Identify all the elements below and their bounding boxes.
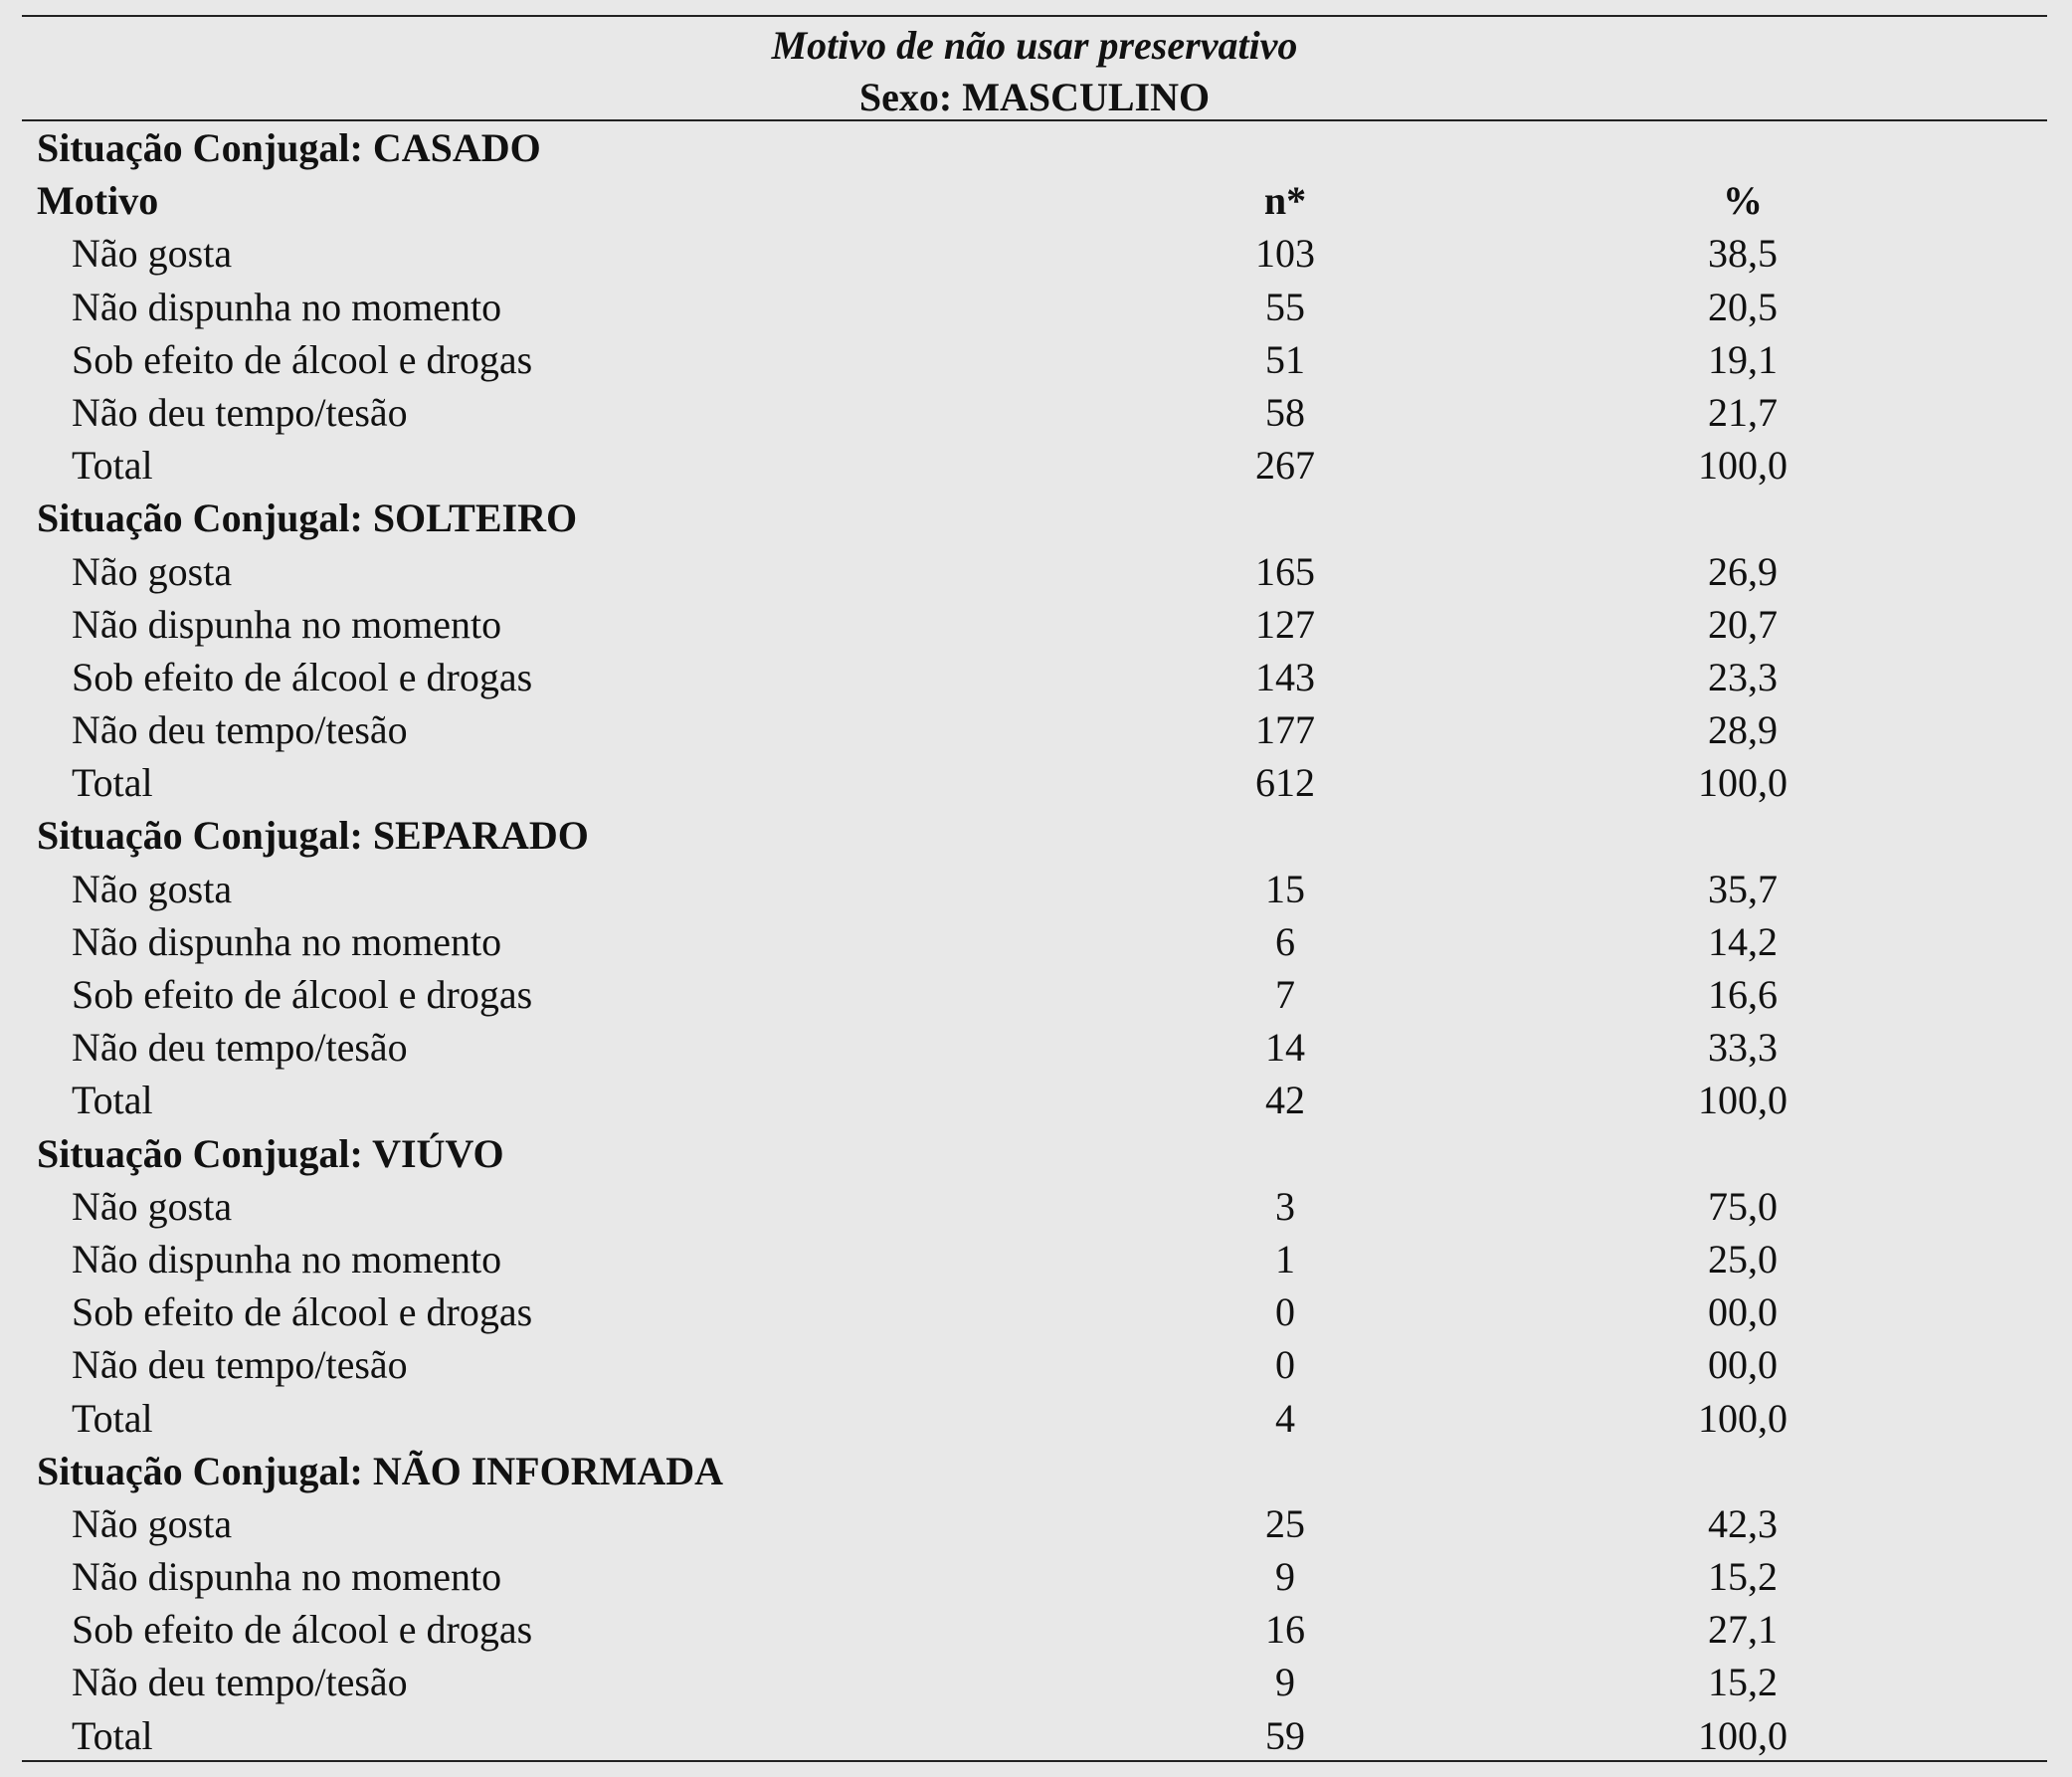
column-header-pct: % <box>1723 178 1763 224</box>
motivo-cell: Total <box>72 1078 153 1123</box>
motivo-cell: Total <box>72 443 153 489</box>
table-row <box>22 1656 2047 1708</box>
column-header-n: n* <box>1263 178 1307 224</box>
pct-cell: 20,7 <box>1708 601 1778 647</box>
pct-cell: 00,0 <box>1708 1289 1778 1335</box>
motivo-cell: Não dispunha no momento <box>72 601 502 647</box>
table-row <box>22 598 2047 651</box>
pct-cell: 14,2 <box>1708 918 1778 964</box>
n-cell: 25 <box>1265 1500 1305 1546</box>
motivo-cell: Sob efeito de álcool e drogas <box>72 654 533 699</box>
n-cell: 127 <box>1255 601 1315 647</box>
n-cell: 177 <box>1255 707 1315 753</box>
table-row <box>22 1021 2047 1074</box>
group-heading <box>22 492 2047 544</box>
group-heading <box>22 1127 2047 1180</box>
pct-cell: 42,3 <box>1708 1500 1778 1546</box>
top-rule <box>22 15 2047 17</box>
motivo-cell: Não gosta <box>72 1183 233 1229</box>
table-row <box>22 1709 2047 1762</box>
n-cell: 1 <box>1275 1236 1295 1282</box>
table-row <box>22 1338 2047 1391</box>
motivo-cell: Total <box>72 1395 153 1441</box>
table-row <box>22 333 2047 386</box>
n-cell: 42 <box>1265 1078 1305 1123</box>
pct-cell: 00,0 <box>1708 1342 1778 1388</box>
column-header-row <box>22 174 2047 227</box>
motivo-cell: Não deu tempo/tesão <box>72 1342 408 1388</box>
n-cell: 55 <box>1265 284 1305 329</box>
n-cell: 15 <box>1265 866 1305 911</box>
table-row <box>22 227 2047 280</box>
pct-cell: 100,0 <box>1698 760 1788 806</box>
table-row <box>22 863 2047 915</box>
table-row <box>22 545 2047 598</box>
motivo-cell: Não gosta <box>72 1500 233 1546</box>
motivo-cell: Não gosta <box>72 231 233 277</box>
n-cell: 143 <box>1255 654 1315 699</box>
table-title-block <box>22 20 2047 123</box>
pct-cell: 23,3 <box>1708 654 1778 699</box>
group-label: Situação Conjugal: SEPARADO <box>37 813 589 859</box>
table-body <box>22 121 2047 1762</box>
pct-cell: 75,0 <box>1708 1183 1778 1229</box>
table-row <box>22 439 2047 492</box>
table-row <box>22 1285 2047 1338</box>
group-heading <box>22 1445 2047 1497</box>
motivo-cell: Sob efeito de álcool e drogas <box>72 972 533 1017</box>
n-cell: 9 <box>1275 1660 1295 1705</box>
motivo-cell: Não dispunha no momento <box>72 918 502 964</box>
pct-cell: 100,0 <box>1698 1078 1788 1123</box>
column-header-motivo: Motivo <box>37 178 159 224</box>
n-cell: 612 <box>1255 760 1315 806</box>
table-row <box>22 1180 2047 1233</box>
group-heading <box>22 121 2047 174</box>
group-heading <box>22 809 2047 862</box>
motivo-cell: Sob efeito de álcool e drogas <box>72 336 533 382</box>
pct-cell: 15,2 <box>1708 1660 1778 1705</box>
table-frame <box>22 0 2047 1777</box>
table-row <box>22 1392 2047 1445</box>
group-label: Situação Conjugal: CASADO <box>37 125 541 170</box>
pct-cell: 15,2 <box>1708 1554 1778 1600</box>
table-row <box>22 1550 2047 1603</box>
pct-cell: 25,0 <box>1708 1236 1778 1282</box>
n-cell: 103 <box>1255 231 1315 277</box>
pct-cell: 19,1 <box>1708 336 1778 382</box>
motivo-cell: Não deu tempo/tesão <box>72 389 408 435</box>
table-row <box>22 756 2047 809</box>
motivo-cell: Sob efeito de álcool e drogas <box>72 1289 533 1335</box>
group-label: Situação Conjugal: VIÚVO <box>37 1130 504 1176</box>
n-cell: 0 <box>1275 1342 1295 1388</box>
pct-cell: 16,6 <box>1708 972 1778 1017</box>
n-cell: 9 <box>1275 1554 1295 1600</box>
pct-cell: 26,9 <box>1708 548 1778 594</box>
motivo-cell: Total <box>72 760 153 806</box>
motivo-cell: Total <box>72 1712 153 1758</box>
motivo-cell: Não dispunha no momento <box>72 1236 502 1282</box>
motivo-cell: Sob efeito de álcool e drogas <box>72 1607 533 1653</box>
motivo-cell: Não dispunha no momento <box>72 1554 502 1600</box>
pct-cell: 100,0 <box>1698 1712 1788 1758</box>
table-row <box>22 1074 2047 1126</box>
pct-cell: 100,0 <box>1698 443 1788 489</box>
table-row <box>22 1233 2047 1285</box>
n-cell: 6 <box>1275 918 1295 964</box>
motivo-cell: Não deu tempo/tesão <box>72 1660 408 1705</box>
n-cell: 3 <box>1275 1183 1295 1229</box>
pct-cell: 33,3 <box>1708 1025 1778 1071</box>
n-cell: 16 <box>1265 1607 1305 1653</box>
table-row <box>22 968 2047 1021</box>
motivo-cell: Não deu tempo/tesão <box>72 707 408 753</box>
table-row <box>22 281 2047 333</box>
pct-cell: 35,7 <box>1708 866 1778 911</box>
n-cell: 51 <box>1265 336 1305 382</box>
n-cell: 59 <box>1265 1712 1305 1758</box>
motivo-cell: Não gosta <box>72 548 233 594</box>
group-label: Situação Conjugal: NÃO INFORMADA <box>37 1448 723 1493</box>
motivo-cell: Não dispunha no momento <box>72 284 502 329</box>
table-title: Motivo de não usar preservativo <box>771 23 1298 68</box>
bottom-rule <box>22 1760 2047 1762</box>
table-row <box>22 915 2047 968</box>
table-row <box>22 1603 2047 1656</box>
table-row <box>22 703 2047 756</box>
pct-cell: 27,1 <box>1708 1607 1778 1653</box>
n-cell: 267 <box>1255 443 1315 489</box>
n-cell: 7 <box>1275 972 1295 1017</box>
pct-cell: 38,5 <box>1708 231 1778 277</box>
table-subtitle: Sexo: MASCULINO <box>858 75 1211 119</box>
n-cell: 58 <box>1265 389 1305 435</box>
group-label: Situação Conjugal: SOLTEIRO <box>37 495 578 541</box>
pct-cell: 28,9 <box>1708 707 1778 753</box>
n-cell: 4 <box>1275 1395 1295 1441</box>
table-row <box>22 651 2047 703</box>
pct-cell: 20,5 <box>1708 284 1778 329</box>
n-cell: 165 <box>1255 548 1315 594</box>
table-row <box>22 1497 2047 1550</box>
motivo-cell: Não gosta <box>72 866 233 911</box>
n-cell: 0 <box>1275 1289 1295 1335</box>
pct-cell: 100,0 <box>1698 1395 1788 1441</box>
motivo-cell: Não deu tempo/tesão <box>72 1025 408 1071</box>
table-row <box>22 386 2047 439</box>
pct-cell: 21,7 <box>1708 389 1778 435</box>
n-cell: 14 <box>1265 1025 1305 1071</box>
